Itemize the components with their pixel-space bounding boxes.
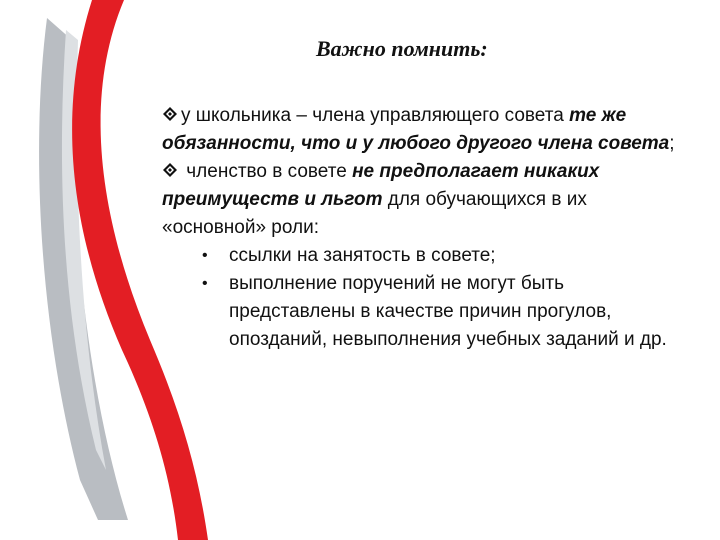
sub-list bbox=[162, 242, 682, 354]
point-1-text: у школьника – члена управляющего совета bbox=[181, 105, 570, 126]
sub-point-2-text: выполнение поручений не могут быть представлены в качестве причин прогулов, опозданий, невыполнения учебных заданий и др. bbox=[229, 273, 667, 350]
slide-title: Важно помнить: bbox=[316, 36, 488, 61]
point-1-tail: ; bbox=[669, 133, 675, 154]
sub-point-1-text: ссылки на занятость в совете; bbox=[229, 245, 496, 266]
bullet-dot: • bbox=[202, 247, 208, 264]
point-2-tail: для обучающихся в их «основной» роли: bbox=[162, 189, 587, 238]
point-2-emphasis: не предполагает никаких преимуществ и льгот bbox=[162, 161, 600, 210]
diamond-bullet-icon bbox=[162, 106, 178, 122]
diamond-bullet-icon bbox=[162, 162, 178, 178]
sub-point-1 bbox=[162, 242, 682, 270]
bullet-dot: • bbox=[202, 275, 208, 292]
sub-point-2 bbox=[162, 270, 682, 354]
point-2-text: членство в совете bbox=[181, 161, 353, 182]
point-1 bbox=[162, 102, 682, 158]
point-1-emphasis: те же обязанности, что и у любого другого члена совета bbox=[162, 105, 670, 154]
point-2 bbox=[162, 158, 682, 242]
slide-body bbox=[162, 102, 682, 354]
